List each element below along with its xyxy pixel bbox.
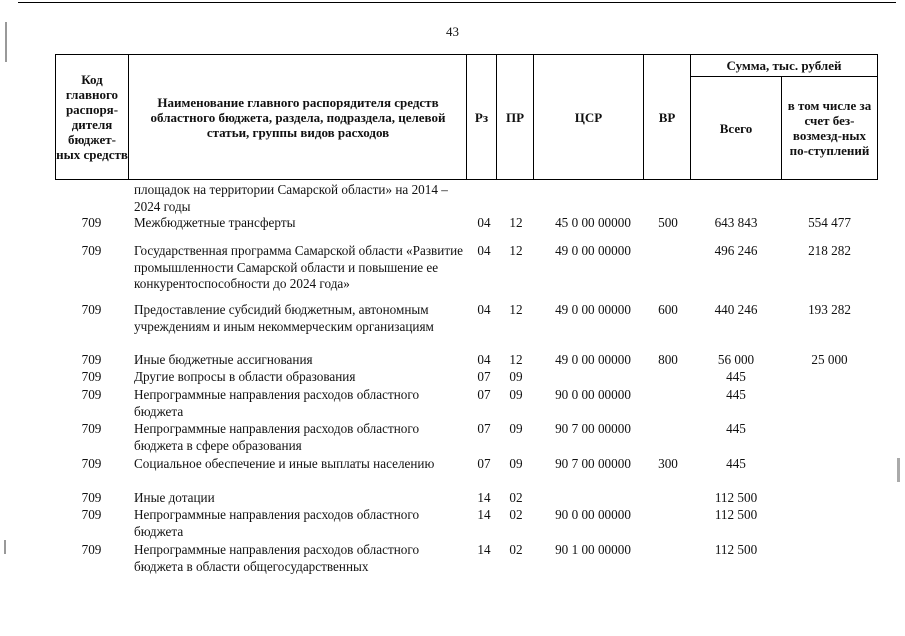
cell-csr: 49 0 00 00000 <box>555 243 631 258</box>
cell-total: 56 000 <box>717 352 755 367</box>
scan-mark <box>897 458 900 482</box>
cell-pr: 09 <box>509 456 523 471</box>
header-rz: Рз <box>474 109 489 125</box>
cell-bez: 193 282 <box>808 302 851 317</box>
cell-rz: 04 <box>477 302 491 317</box>
cell-bez: 554 477 <box>808 215 851 230</box>
cell-code: 709 <box>81 369 102 384</box>
cell-name: Иные бюджетные ассигнования <box>134 352 313 367</box>
cell-name: Государственная программа Самарской области «Развитие промышленности Самарской области и повышение ее конкурентоспособности до 2024 года» <box>134 243 464 291</box>
scan-mark <box>5 22 7 62</box>
cell-pr: 12 <box>509 243 523 258</box>
cell-rz: 07 <box>477 369 491 384</box>
scan-mark <box>4 540 6 554</box>
cell-rz: 14 <box>477 542 491 557</box>
cell-csr: 90 1 00 00000 <box>555 542 631 557</box>
cell-bez: 218 282 <box>808 243 851 258</box>
cell-pr: 09 <box>509 387 523 402</box>
header-border-right <box>877 54 878 180</box>
cell-rz: 04 <box>477 215 491 230</box>
cell-pr: 02 <box>509 542 523 557</box>
cell-rz: 14 <box>477 507 491 522</box>
cell-name: Социальное обеспечение и иные выплаты населению <box>134 456 435 471</box>
cell-pr: 12 <box>509 352 523 367</box>
cell-rz: 07 <box>477 387 491 402</box>
cell-total: 440 246 <box>714 302 758 317</box>
header-name: Наименование главного распорядителя средств областного бюджета, раздела, подраздела, целевой статьи, группы видов расходов <box>150 94 446 140</box>
cell-pr: 02 <box>509 490 523 505</box>
top-rule <box>18 2 896 3</box>
cell-rz: 04 <box>477 352 491 367</box>
cell-code: 709 <box>81 352 102 367</box>
cell-csr: 90 7 00 00000 <box>555 456 631 471</box>
header-divider <box>128 54 129 180</box>
cell-name: Непрограммные направления расходов областного бюджета в сфере образования <box>134 421 420 453</box>
cell-csr: 45 0 00 00000 <box>555 215 631 230</box>
cell-total: 496 246 <box>714 243 758 258</box>
cell-pr: 12 <box>509 215 523 230</box>
cell-name: Межбюджетные трансферты <box>134 215 296 230</box>
header-pr: ПР <box>505 109 525 125</box>
cell-code: 709 <box>81 490 102 505</box>
cell-total: 112 500 <box>714 507 758 522</box>
cell-name: Предоставление субсидий бюджетным, автономным учреждениям и иным некоммерческим организациям <box>134 302 434 334</box>
cell-code: 709 <box>81 507 102 522</box>
cell-pr: 09 <box>509 421 523 436</box>
cell-vr: 600 <box>658 302 678 317</box>
cell-rz: 07 <box>477 456 491 471</box>
cell-rz: 14 <box>477 490 491 505</box>
cell-name: Непрограммные направления расходов областного бюджета в области общегосударственных <box>134 542 420 574</box>
cell-code: 709 <box>81 302 102 317</box>
cell-total: 445 <box>726 369 746 384</box>
cell-name: Непрограммные направления расходов областного бюджета <box>134 507 420 539</box>
cell-total: 445 <box>726 421 746 436</box>
cell-code: 709 <box>81 421 102 436</box>
header-total: Всего <box>719 120 753 136</box>
cell-rz: 04 <box>477 243 491 258</box>
cell-total: 112 500 <box>714 490 758 505</box>
cell-vr: 500 <box>658 215 678 230</box>
cell-total: 112 500 <box>714 542 758 557</box>
cell-bez: 25 000 <box>811 352 848 367</box>
cell-rz: 07 <box>477 421 491 436</box>
cell-total: 445 <box>726 456 746 471</box>
header-vr: ВР <box>658 109 676 125</box>
header-sum: Сумма, тыс. рублей <box>726 58 842 73</box>
cell-code: 709 <box>81 542 102 557</box>
table-header <box>55 54 878 180</box>
cell-csr: 90 7 00 00000 <box>555 421 631 436</box>
cell-code: 709 <box>81 387 102 402</box>
cell-name: площадок на территории Самарской области» на 2014 – 2024 годы <box>134 182 448 214</box>
header-csr: ЦСР <box>574 109 603 125</box>
cell-csr: 90 0 00 00000 <box>555 387 631 402</box>
cell-vr: 800 <box>658 352 678 367</box>
cell-csr: 49 0 00 00000 <box>555 352 631 367</box>
cell-total: 445 <box>726 387 746 402</box>
cell-pr: 02 <box>509 507 523 522</box>
page-number: 43 <box>446 24 459 39</box>
cell-pr: 09 <box>509 369 523 384</box>
cell-csr: 90 0 00 00000 <box>555 507 631 522</box>
cell-name: Другие вопросы в области образования <box>134 369 356 384</box>
cell-code: 709 <box>81 215 102 230</box>
cell-csr: 49 0 00 00000 <box>555 302 631 317</box>
cell-code: 709 <box>81 456 102 471</box>
cell-pr: 12 <box>509 302 523 317</box>
cell-name: Иные дотации <box>134 490 215 505</box>
header-code: Код главного распоря-дителя бюджет-ных средств <box>56 72 128 162</box>
cell-code: 709 <box>81 243 102 258</box>
header-bez: в том числе за счет без-возмезд-ных по-ступлений <box>787 98 872 158</box>
cell-name: Непрограммные направления расходов областного бюджета <box>134 387 420 419</box>
cell-vr: 300 <box>658 456 678 471</box>
cell-total: 643 843 <box>714 215 758 230</box>
